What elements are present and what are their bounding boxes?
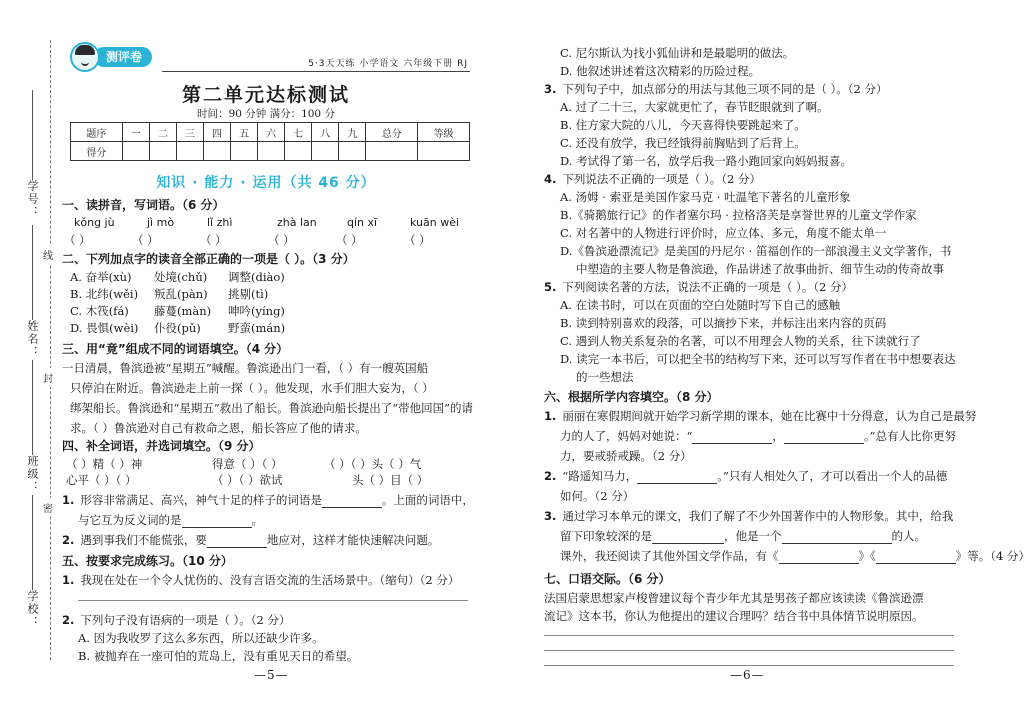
pinyin-1: kǒng jù [74, 216, 115, 229]
section-1-title: 一、读拼音，写词语。（6 分） [62, 198, 225, 212]
school-label: 学校： [26, 590, 39, 629]
answer-blank[interactable] [784, 431, 864, 444]
question-6-1: 1. 丽丽在寒假期间就开始学习新学期的课本，她在比赛中十分得意，认为自己是最努 [544, 409, 977, 423]
cut-char-xian: 线 [43, 245, 53, 264]
answer-blank[interactable] [207, 535, 267, 548]
page-number-6: —6— [730, 668, 765, 682]
section-4-title: 四、补全词语，并选词填空。（9 分） [62, 439, 261, 453]
pinyin-6: kuān wèi [410, 216, 460, 229]
option-b: B. 住方家大院的八儿，今天喜得快要跳起来了。 [560, 118, 806, 132]
pinyin-5: qín xī [347, 216, 378, 229]
score-cell[interactable] [258, 142, 285, 161]
name-label: 姓名： [26, 320, 39, 359]
option-b: B. 读到特别喜欢的段落，可以摘抄下来，并标注出来内容的页码 [560, 316, 887, 330]
question-6-2-end: 如何。（2 分） [560, 489, 635, 503]
option-c: C. 尼尔斯认为找小狐仙讲和是最聪明的做法。 [560, 46, 795, 60]
idiom-blank[interactable]: （ ）（ ）欲试 [212, 473, 283, 487]
answer-blank[interactable]: （ ） [64, 233, 91, 247]
answer-line[interactable] [544, 650, 954, 651]
question-6-1-end: 力，要戒骄戒躁。（2 分） [560, 449, 692, 463]
option-d-3: 野蛮(mán) [228, 321, 286, 335]
logo-text: 测评卷 [94, 47, 152, 67]
option-d-2: 仆役(pǔ) [154, 321, 201, 335]
logo [70, 42, 164, 70]
question-6-1-cont: 力的人了，妈妈对她说：“ ， 。”总有人比你更努 [560, 429, 957, 443]
answer-blank[interactable]: （ ） [268, 233, 295, 247]
idiom-blank[interactable]: （ ）（ ）头（ ）气 [324, 457, 422, 471]
option-a: A. 汤姆 · 索亚是美国作家马克 · 吐温笔下著名的儿童形象 [560, 190, 851, 204]
score-header-cell: 七 [285, 123, 312, 142]
score-cell[interactable] [366, 142, 418, 161]
cut-char-mi: 密 [43, 498, 53, 517]
score-row-label: 得分 [71, 142, 123, 161]
option-b: B.《骑鹅旅行记》的作者塞尔玛 · 拉格洛芙是享誉世界的儿童文学作家 [560, 208, 917, 222]
class-line [32, 360, 33, 455]
score-header-cell: 四 [203, 123, 230, 142]
student-id-line [32, 90, 33, 180]
option-d: D. 考试得了第一名，放学后我一路小跑回家向妈妈报喜。 [560, 154, 853, 168]
option-c: C. 对名著中的人物进行评价时，应立体、多元，角度不能太单一 [560, 226, 887, 240]
page-number-5: —5— [254, 668, 289, 682]
option-c: C. 还没有放学，我已经饿得前胸贴到了后背上。 [560, 136, 806, 150]
idiom-blank[interactable]: 心平（ ）（ ） [66, 473, 137, 487]
option-d: D. 读完一本书后，可以把全书的结构写下来，还可以写写作者在书中想要表达 [560, 352, 956, 366]
section-7-title: 七、口语交际。（6 分） [544, 572, 671, 586]
option-c-3: 呻吟(yíng) [228, 304, 285, 318]
answer-blank[interactable]: （ ） [132, 233, 159, 247]
idiom-blank[interactable]: 得意（ ）（ ） [212, 457, 283, 471]
score-cell[interactable] [122, 142, 149, 161]
score-cell[interactable] [312, 142, 339, 161]
score-cell[interactable] [203, 142, 230, 161]
answer-blank[interactable] [692, 431, 772, 444]
question-6-2: 2. “路遥知马力， 。”只有人相处久了，才可以看出一个人的品德 [544, 469, 948, 483]
option-b-1: B. 北纬(wěi) [70, 287, 139, 301]
question-4-1-cont: 与它互为反义词的是 。 [78, 513, 263, 527]
question-5-4: 4. 下列说法不正确的一项是（ ）。（2 分） [544, 172, 762, 186]
exam-info: 时间：90 分钟 满分：100 分 [197, 108, 335, 120]
score-cell[interactable] [176, 142, 203, 161]
option-a: A. 过了二十三，大家就更忙了，春节眨眼就到了啊。 [560, 100, 829, 114]
cut-line [50, 40, 51, 660]
question-5-5: 5. 下列阅读名著的方法，说法不正确的一项是（ ）。（2 分） [544, 280, 853, 294]
passage-line: 一日清晨，鲁滨逊被“星期五”喊醒。鲁滨逊出门一看，（ ）有一艘英国船 [62, 361, 429, 375]
answer-blank[interactable] [322, 495, 382, 508]
right-page [538, 0, 1030, 708]
option-d-1: D. 畏惧(wèi) [70, 321, 139, 335]
option-d: D.《鲁滨逊漂流记》是美国的丹尼尔 · 笛福创作的一部浪漫主义文学著作，书 [560, 244, 952, 258]
answer-blank[interactable] [182, 515, 252, 528]
passage-line: 绑架船长。鲁滨逊和“星期五”救出了船长。鲁滨逊向船长提出了“带他回国”的请 [70, 401, 474, 415]
score-header-cell: 总分 [366, 123, 418, 142]
option-a: A. 因为我收罗了这么多东西，所以还缺少许多。 [78, 631, 324, 645]
score-cell[interactable] [339, 142, 366, 161]
pinyin-4: zhà lan [277, 216, 317, 229]
option-a-1: A. 奋举(xù) [70, 270, 132, 284]
option-b-2: 叛乱(pàn) [154, 287, 208, 301]
answer-line[interactable] [544, 665, 954, 666]
passage-line: 求。（ ）鲁滨逊对自己有救命之恩，船长答应了他的请求。 [70, 421, 367, 435]
question-5-2: 2. 下列句子没有语病的一项是（ ）。（2 分） [62, 613, 291, 627]
score-table [70, 122, 470, 161]
option-d-cont: 的一些想法 [576, 370, 634, 384]
option-c: C. 遇到人物关系复杂的名著，可以不用理会人物的关系，往下读就行了 [560, 334, 921, 348]
question-5-3: 3. 下列句子中，加点部分的用法与其他三项不同的是（ ）。（2 分） [544, 82, 888, 96]
pinyin-3: lǐ zhì [207, 216, 233, 229]
answer-blank[interactable]: （ ） [200, 233, 227, 247]
answer-blank[interactable] [652, 531, 724, 544]
school-line [32, 495, 33, 590]
score-header-cell: 六 [258, 123, 285, 142]
page-title: 第二单元达标测试 [181, 84, 350, 106]
header-rule [162, 71, 470, 72]
idiom-blank[interactable]: （ ）精（ ）神 [66, 457, 143, 471]
section-banner: 知识 · 能力 · 运用（共 46 分） [156, 175, 376, 191]
score-cell[interactable] [285, 142, 312, 161]
section-6-title: 六、根据所学内容填空。（8 分） [544, 390, 719, 404]
option-b: B. 被抛弃在一座可怕的荒岛上，没有重见天日的希望。 [78, 649, 359, 663]
option-d: D. 他叙述讲述着这次精彩的历险过程。 [560, 64, 761, 78]
name-line [32, 225, 33, 320]
question-5-1: 1. 我现在处在一个令人忧伤的、没有言语交流的生活场景中。（缩句）（2 分） [62, 573, 460, 587]
left-page [62, 0, 474, 708]
cut-char-feng: 封 [43, 368, 53, 387]
question-4-2: 2. 遇到事我们不能慌张，要 地应对，这样才能快速解决问题。 [62, 533, 440, 547]
score-header-cell: 一 [122, 123, 149, 142]
score-header-cell: 九 [339, 123, 366, 142]
question-6-3-end: 课外，我还阅读了其他外国文学作品，有《 》《 》等。（4 分） [560, 549, 1030, 563]
student-id-label: 学号： [26, 180, 39, 219]
answer-blank[interactable] [779, 551, 859, 564]
score-header-cell: 八 [312, 123, 339, 142]
option-b-3: 挑剔(tì) [228, 287, 269, 301]
answer-blank[interactable]: （ ） [404, 233, 431, 247]
question-6-3-cont: 留下印象较深的是 ，他是一个 的人。 [560, 529, 926, 543]
score-table-header-row [71, 123, 470, 142]
section-5-title: 五、按要求完成练习。（10 分） [62, 554, 233, 568]
score-header-cell: 三 [176, 123, 203, 142]
score-cell[interactable] [231, 142, 258, 161]
score-header-cell: 等级 [418, 123, 470, 142]
score-table-score-row [71, 142, 470, 161]
answer-blank[interactable] [782, 531, 892, 544]
option-d-cont: 中塑造的主要人物是鲁滨逊，作品讲述了故事曲折、细节生动的传奇故事 [576, 262, 944, 276]
mascot-icon [70, 42, 100, 72]
pinyin-2: jì mò [147, 216, 175, 229]
option-c-2: 藤蔓(màn) [154, 304, 212, 318]
score-header-cell: 五 [231, 123, 258, 142]
option-a-3: 调整(diào) [228, 270, 285, 284]
section-3-title: 三、用“竟”组成不同的词语填空。（4 分） [62, 342, 289, 356]
answer-blank[interactable] [876, 551, 956, 564]
section-2-title: 二、下列加点字的读音全部正确的一项是（ ）。（3 分） [62, 252, 355, 266]
passage-line: 只停泊在附近。鲁滨逊走上前一探（ ）。他发现，水手们胆大妄为，（ ） [70, 381, 434, 395]
option-c-1: C. 木筏(fá) [70, 304, 129, 318]
option-a: A. 在读书时，可以在页面的空白处随时写下自己的感触 [560, 298, 841, 312]
score-header-cell: 二 [149, 123, 176, 142]
answer-blank[interactable] [637, 471, 717, 484]
prompt-line: 流记》这本书，你认为他提出的建议合理吗？结合书中具体情节说明原因。 [544, 609, 924, 623]
idiom-blank[interactable]: 头（ ）目（ ） [352, 473, 429, 487]
answer-line[interactable] [78, 600, 468, 601]
class-label: 班级： [26, 455, 39, 494]
question-4-1: 1. 形容非常满足、高兴，神气十足的样子的词语是 。上面的词语中， [62, 493, 474, 507]
prompt-line: 法国启蒙思想家卢梭曾建议每个青少年尤其是男孩子都应该读读《鲁滨逊漂 [544, 591, 924, 605]
question-6-3: 3. 通过学习本单元的课文，我们了解了不少外国著作中的人物形象。其中，给我 [544, 509, 954, 523]
option-a-2: 处境(chǔ) [154, 270, 208, 284]
score-cell[interactable] [149, 142, 176, 161]
score-header-cell: 题序 [71, 123, 123, 142]
score-cell[interactable] [418, 142, 470, 161]
book-header: 5·3天天练 小学语文 六年级下册 RJ [308, 59, 468, 69]
answer-line[interactable] [544, 635, 954, 636]
answer-blank[interactable]: （ ） [336, 233, 363, 247]
